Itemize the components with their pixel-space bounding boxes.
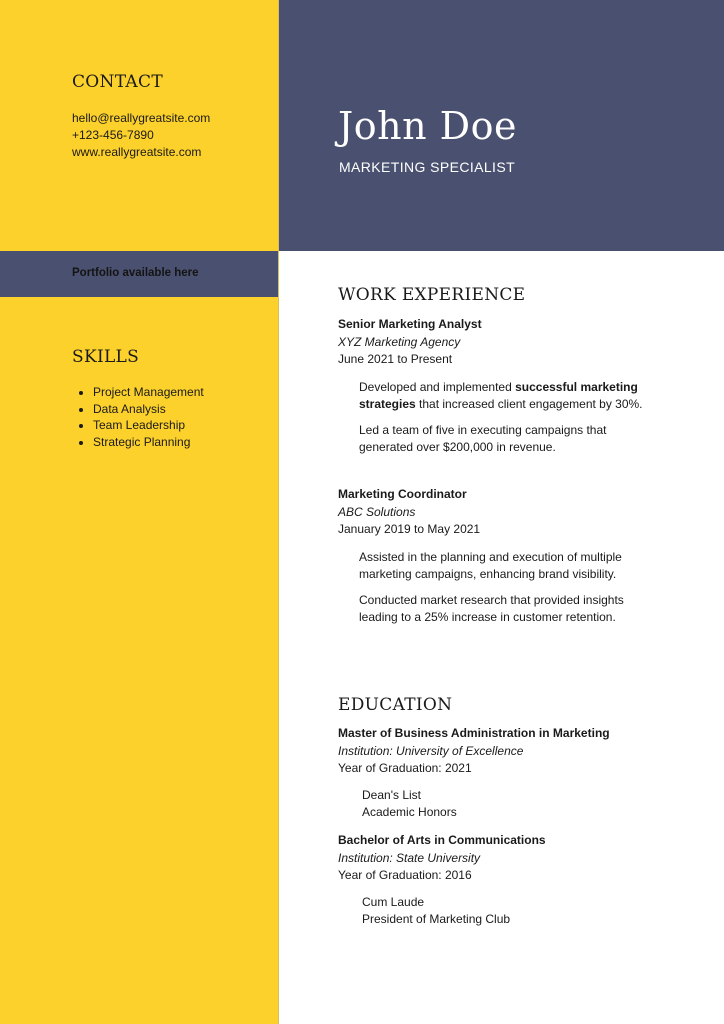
portfolio-link[interactable]: Portfolio available here [72, 267, 199, 279]
column-divider [278, 0, 279, 1024]
contact-heading: CONTACT [72, 72, 163, 92]
job-company: XYZ Marketing Agency [338, 334, 461, 349]
desc-highlight: successful marketing strategies [359, 379, 638, 411]
education-heading: EDUCATION [338, 695, 453, 715]
honor-item: Dean's List [362, 787, 421, 802]
job-description [359, 379, 649, 414]
desc-text: that increased client engagement by 30%. [415, 397, 643, 411]
job-description: Conducted market research that provided insights leading to a 25% increase in customer retention. [359, 592, 624, 624]
contact-phone[interactable]: +123-456-7890 [72, 128, 154, 142]
degree-title: Master of Business Administration in Marketing [338, 726, 610, 740]
candidate-role: MARKETING SPECIALIST [339, 159, 516, 175]
skill-item: • Team Leadership [93, 417, 204, 434]
job-dates: January 2019 to May 2021 [338, 522, 481, 536]
skills-list [93, 384, 204, 451]
skill-item: • Data Analysis [93, 401, 204, 418]
job-dates: June 2021 to Present [338, 352, 453, 366]
contact-website[interactable]: www.reallygreatsite.com [72, 145, 202, 159]
skills-heading: SKILLS [72, 347, 140, 367]
job-description: Assisted in the planning and execution of multiple marketing campaigns, enhancing brand visibility. [359, 549, 622, 581]
degree-title: Bachelor of Arts in Communications [338, 833, 546, 847]
job-title: Senior Marketing Analyst [338, 317, 482, 331]
contact-list [72, 110, 210, 161]
graduation-year: Year of Graduation: 2016 [338, 868, 472, 882]
honors-list [362, 894, 668, 929]
education-entry [338, 725, 668, 822]
graduation-year: Year of Graduation: 2021 [338, 761, 472, 775]
skill-item: • Strategic Planning [93, 434, 204, 451]
institution: Institution: University of Excellence [338, 743, 524, 758]
work-experience-heading: WORK EXPERIENCE [338, 285, 526, 305]
honor-item: President of Marketing Club [362, 912, 511, 926]
education-entry [338, 832, 668, 929]
job-entry [338, 486, 668, 627]
job-entry [338, 316, 668, 457]
institution: Institution: State University [338, 850, 481, 865]
job-description: Led a team of five in executing campaigns that generated over $200,000 in revenue. [359, 422, 607, 454]
honors-list [362, 787, 668, 822]
contact-email[interactable]: hello@reallygreatsite.com [72, 111, 211, 125]
honor-item: Academic Honors [362, 805, 457, 819]
job-title: Marketing Coordinator [338, 487, 467, 501]
honor-item: Cum Laude [362, 894, 425, 909]
skill-item: • Project Management [93, 384, 204, 401]
desc-text: Developed and implemented [359, 379, 516, 394]
job-company: ABC Solutions [338, 504, 416, 519]
candidate-name: John Doe [338, 104, 517, 148]
